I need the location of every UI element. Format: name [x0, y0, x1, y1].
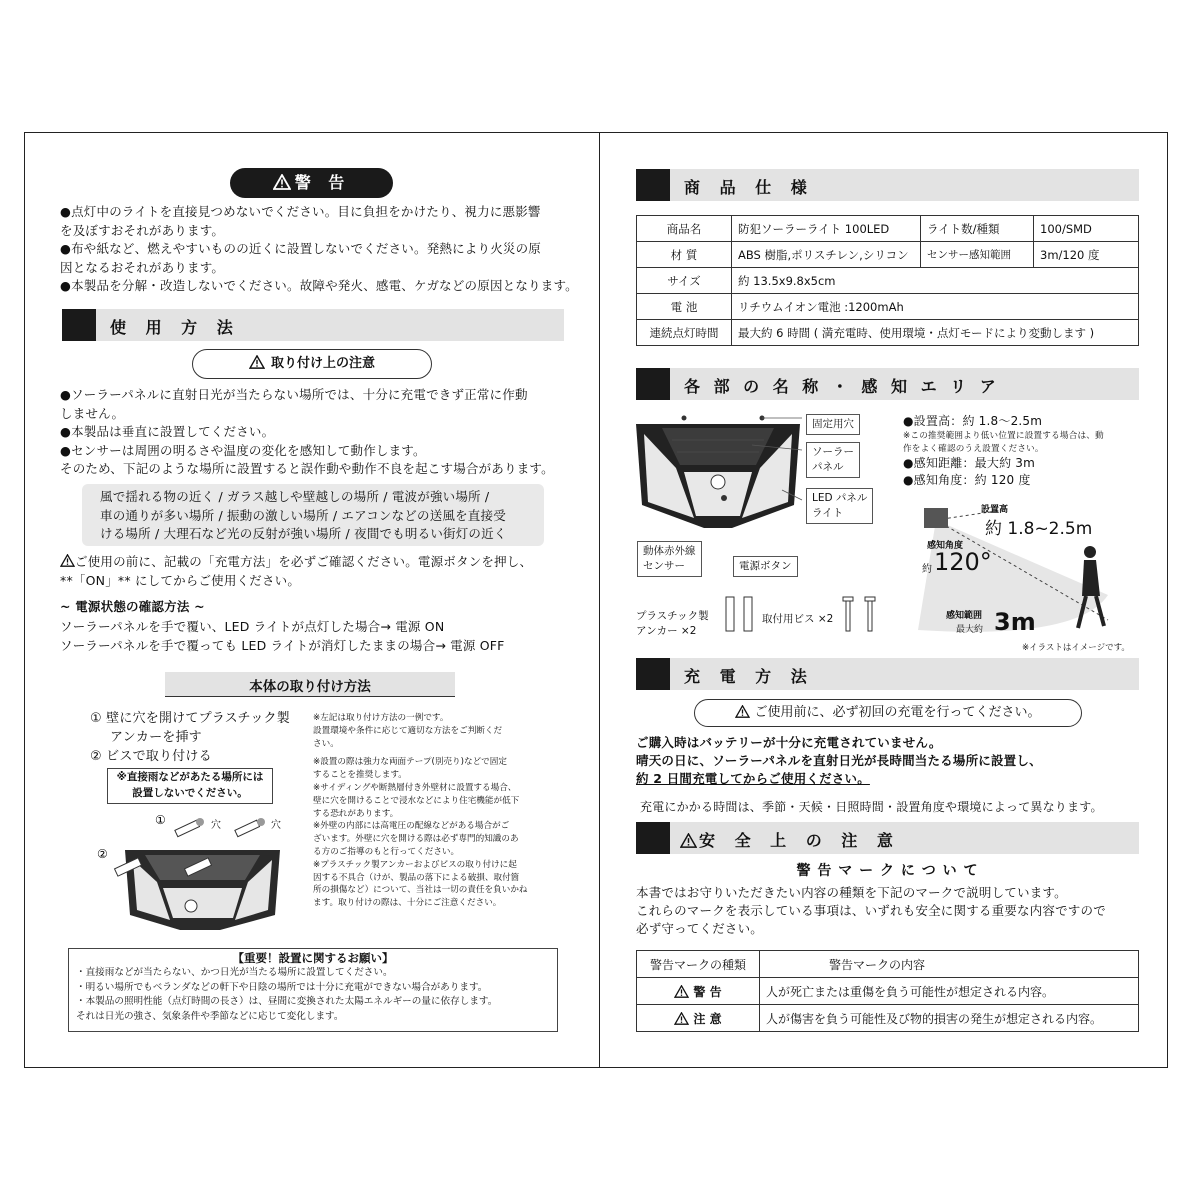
diagram-angle-value: 120°: [934, 548, 992, 576]
before-use-line: ご使用の前に、記載の「充電方法」を必ずご確認ください。電源ボタンを押し、: [75, 554, 533, 569]
spec-cell: 材 質: [637, 242, 732, 268]
spec-cell: ABS 樹脂,ポリスチレン,シリコン: [732, 242, 921, 268]
safety-line: 必ず守ってください。: [636, 921, 764, 936]
charge-line: 約 2 日間充電してからご使用ください。: [636, 771, 870, 786]
mount-note-line: する恐れがあります。: [313, 808, 399, 819]
label-line: ライト: [812, 507, 844, 519]
important-line: ・明るい場所でもベランダなどの軒下や日陰の場所では十分に充電ができない場合があります。: [76, 981, 488, 993]
label-fix-hole: 固定用穴: [806, 414, 860, 435]
label-line: 動体赤外線: [643, 545, 696, 557]
label-line: センサー: [643, 560, 685, 572]
safety-title-wrap: [680, 828, 900, 851]
mount-note-line: ※左記は取り付け方法の一例です。: [313, 713, 449, 723]
spec-cell: 約 13.5x9.8x5cm: [732, 268, 1139, 294]
install-line: ●センサーは周囲の明るさや温度の変化を感知して動作します。: [60, 442, 426, 458]
usage-title: 使 用 方 法: [110, 318, 240, 337]
rain-notice-line: 設置しないでください。: [132, 787, 248, 799]
diagram-height-label: 設置高: [981, 505, 1009, 515]
install-line: ●ソーラーパネルに直射日光が当たらない場所では、十分に充電できず正常に作動: [60, 387, 528, 402]
unsuitable-places-text: [100, 488, 507, 544]
mount-note-line: る方のご指導のもと行ってください。: [313, 846, 460, 857]
parts-title: 各 部 の 名 称 ・ 感 知 エ リ ア: [684, 377, 1000, 396]
rain-notice-line: ※直接雨などがあたる場所には: [116, 771, 264, 783]
warning-triangle-icon: [674, 1012, 689, 1025]
warning-triangle-icon: [680, 833, 697, 848]
table-row: [637, 951, 1139, 978]
power-check-line: ソーラーパネルを手で覆い、LED ライトが点灯した場合→ 電源 ON: [60, 619, 445, 634]
mount-note-line: ざいます。外壁に穴を開ける際は必ず専門的知識のあ: [313, 834, 519, 845]
mount-step: ② ビスで取り付ける: [90, 749, 212, 764]
mark-cell: 警告マークの種類: [637, 951, 760, 978]
warning-title: 警 告: [294, 173, 351, 192]
power-check-title: ~ 電源状態の確認方法 ~: [60, 599, 205, 614]
important-line: ・本製品の照明性能（点灯時間の長さ）は、昼間に変換された太陽エネルギーの量に依存します。: [76, 996, 498, 1007]
warning-triangle-icon: [674, 985, 689, 998]
table-row: [637, 320, 1139, 346]
safety-section-header: [636, 822, 1139, 854]
mount-note-line: ※外壁の内部には高電圧の配線などがある場合がご: [313, 821, 510, 832]
diagram-range-prefix: 最大約: [956, 625, 984, 635]
diagram-range-value: 3m: [994, 608, 1036, 636]
unsuitable-line: 車の通りが多い場所 / 振動の激しい場所 / エアコンなどの送風を直接受: [100, 507, 506, 523]
sense-line: ●設置高：約 1.8～2.5m: [903, 414, 1043, 428]
label-line: LED パネル: [812, 492, 868, 504]
label-solar-panel: [806, 442, 860, 478]
spec-table: [636, 215, 1139, 346]
safety-line: これらのマークを表示している事項は、いずれも安全に関する重要な内容ですので: [636, 903, 1106, 918]
charge-title: 充 電 方 法: [684, 667, 814, 686]
spec-cell: 防犯ソーラーライト 100LED: [732, 216, 921, 242]
mark-cell: 人が傷害を負う可能性及び物的損害の発生が想定される内容。: [760, 1005, 1139, 1032]
install-text: [60, 386, 554, 479]
page-divider: [599, 132, 600, 1067]
sense-line: ●感知角度：約 120 度: [903, 473, 1031, 487]
mark-kind: 注 意: [693, 1011, 722, 1026]
warning-line: を及ぼすおそれがあります。: [60, 222, 225, 238]
charge-pill-text: ご使用前に、必ず初回の充電を行ってください。: [754, 705, 1041, 720]
mount-note-line: 所の損傷など）について、当社は一切の責任を負いかね: [313, 885, 528, 896]
spec-cell: 100/SMD: [1034, 216, 1139, 242]
image-note: ※イラストはイメージです。: [1022, 643, 1130, 653]
label-line: パネル: [812, 461, 844, 473]
before-use-line: **「ON」** にしてからご使用ください。: [60, 572, 301, 588]
spec-cell: サイズ: [637, 268, 732, 294]
safety-text: [636, 884, 1106, 938]
mark-cell: [637, 1005, 760, 1032]
warning-triangle-icon: [735, 705, 750, 718]
sensing-text: [903, 413, 1104, 489]
install-line: ●本製品は垂直に設置してください。: [60, 424, 275, 439]
warning-mark-table: [636, 950, 1139, 1032]
label-anchor: [636, 609, 709, 639]
spec-cell: 連続点灯時間: [637, 320, 732, 346]
unsuitable-line: 風で揺れる物の近く / ガラス越しや壁越しの場所 / 電波が強い場所 /: [100, 489, 490, 504]
warning-triangle-icon: [60, 554, 75, 567]
spec-title: 商 品 仕 様: [684, 178, 814, 197]
spec-cell: リチウムイオン電池 :1200mAh: [732, 294, 1139, 320]
mark-cell: 警告マークの内容: [760, 951, 1139, 978]
mark-cell: 人が死亡または重傷を負う可能性が想定される内容。: [760, 978, 1139, 1005]
mount-note-line: 因する不具合（けが、製品の落下による破損、取付箇: [313, 872, 520, 883]
mount-notes: [313, 712, 528, 910]
unsuitable-line: ける場所 / 大理石など光の反射が強い場所 / 夜間でも明るい街灯の近く: [100, 526, 507, 541]
important-line: ・直接雨などが当たらない、かつ日光が当たる場所に設置してください。: [76, 967, 393, 978]
mount-title: 本体の取り付け方法: [249, 679, 371, 695]
product-diagram: [632, 410, 804, 535]
diagram-angle-label: 感知角度: [927, 541, 964, 551]
label-line: アンカー ×2: [636, 625, 697, 637]
spec-cell: 3m/120 度: [1034, 242, 1139, 268]
mark-kind: 警 告: [693, 984, 722, 999]
diagram-range-label: 感知範囲: [946, 611, 983, 621]
warning-line: ●布や紙など、燃えやすいものの近くに設置しないでください。発熱により火災の原: [60, 241, 542, 256]
charge-section-header: [636, 658, 1139, 690]
table-row: [637, 268, 1139, 294]
mount-note-line: ※サイディングや断熱層付き外壁材に設置する場合、: [313, 782, 517, 793]
label-screw: 取付用ビス ×2: [762, 613, 834, 625]
label-power-button: 電源ボタン: [733, 556, 798, 577]
charge-line: ご購入時はバッテリーが十分に充電されていません。: [636, 735, 942, 750]
warning-text: [60, 203, 578, 296]
table-row: [637, 294, 1139, 320]
mount-step: アンカーを挿す: [110, 730, 202, 745]
table-row: [637, 242, 1139, 268]
hole-label-1: 穴: [211, 820, 221, 831]
sense-line: 作をよく確認のうえ設置ください。: [903, 443, 1044, 454]
before-use-text: [60, 553, 532, 590]
install-caution-title: 取り付け上の注意: [270, 356, 375, 371]
table-row: [637, 216, 1139, 242]
spec-section-header: [636, 169, 1139, 201]
label-led-panel: [806, 488, 873, 524]
important-title: 【重要！設置に関するお願い】: [232, 951, 394, 965]
spec-cell: 電 池: [637, 294, 732, 320]
sense-line: ●感知距離：最大約 3m: [903, 456, 1036, 470]
mount-step: ① 壁に穴を開けてプラスチック製: [90, 711, 290, 726]
mount-note-line: することを推奨します。: [313, 770, 407, 781]
mount-steps: [90, 709, 290, 766]
charge-line: 晴天の日に、ソーラーパネルを直射日光が長時間当たる場所に設置し、: [636, 753, 1042, 768]
warning-line: ●点灯中のライトを直接見つめないでください。目に負担をかけたり、視力に悪影響: [60, 204, 541, 219]
screw-icon: [838, 595, 883, 637]
power-check-text: [60, 618, 505, 655]
charge-pill: [694, 699, 1082, 727]
label-pir-sensor: [637, 541, 702, 577]
spec-cell: 最大約 6 時間 ( 満充電時、使用環境・点灯モードにより変動します ): [732, 320, 1139, 346]
mount-note-line: 設置環境や条件に応じて適切な方法をご判断くだ: [313, 725, 503, 736]
mount-note-line: さい。: [313, 738, 339, 749]
diagram-angle-prefix: 約: [922, 564, 932, 575]
safety-title: 安 全 上 の 注 意: [699, 831, 900, 850]
mark-cell: [637, 978, 760, 1005]
label-line: ソーラー: [812, 446, 854, 458]
important-line: それは日光の強さ、気象条件や季節などに応じて変化します。: [76, 1010, 344, 1022]
warning-line: 因となるおそれがあります。: [60, 259, 225, 275]
install-caution-pill: [192, 349, 432, 379]
anchor-icon: [720, 595, 765, 635]
warning-mark-title: 警 告 マ ー ク に つ い て: [796, 863, 979, 879]
mount-note-line: ※プラスチック製アンカーおよびビスの取り付けに起: [313, 859, 517, 870]
install-line: そのため、下記のような場所に設置すると誤作動や動作不良を起こす場合があります。: [60, 461, 554, 476]
power-check-line: ソーラーパネルを手で覆っても LED ライトが消灯したままの場合→ 電源 OFF: [60, 637, 505, 653]
install-line: しません。: [60, 405, 125, 421]
mount-note-line: ※設置の際は強力な両面テープ(別売り)などで固定: [313, 757, 507, 768]
label-line: プラスチック製: [636, 610, 709, 622]
rain-notice-box: [107, 768, 273, 804]
diagram-height-value: 約 1.8~2.5m: [985, 519, 1093, 539]
warning-header: [230, 168, 393, 198]
charge-note: 充電にかかる時間は、季節・天候・日照時間・設置角度や環境によって異なります。: [640, 800, 1103, 814]
charge-text: [636, 734, 1042, 788]
parts-section-header: [636, 368, 1139, 400]
svg-text:①: ①: [155, 813, 166, 827]
warning-line: ●本製品を分解・改造しないでください。故障や発火、感電、ケガなどの原因となります。: [60, 278, 578, 293]
table-row: [637, 978, 1139, 1005]
warning-triangle-icon: [249, 355, 265, 369]
sense-line: ※この推奨範囲より低い位置に設置する場合は、動: [903, 431, 1104, 441]
warning-triangle-icon: [273, 174, 291, 190]
mount-note-line: 壁に穴を開けることで浸水などにより住宅機能が低下: [313, 795, 520, 806]
safety-line: 本書ではお守りいただきたい内容の種類を下記のマークで説明しています。: [636, 885, 1067, 900]
mount-note-line: ます。取り付けの際は、十分にご注意ください。: [313, 898, 502, 909]
usage-section-header: [62, 309, 564, 341]
table-row: [637, 1005, 1139, 1032]
spec-cell: 商品名: [637, 216, 732, 242]
spec-cell: ライト数/種類: [921, 216, 1034, 242]
important-text: [76, 966, 497, 1024]
spec-cell: センサー感知範囲: [921, 242, 1034, 268]
svg-text:②: ②: [97, 847, 108, 861]
hole-label-2: 穴: [271, 820, 281, 831]
